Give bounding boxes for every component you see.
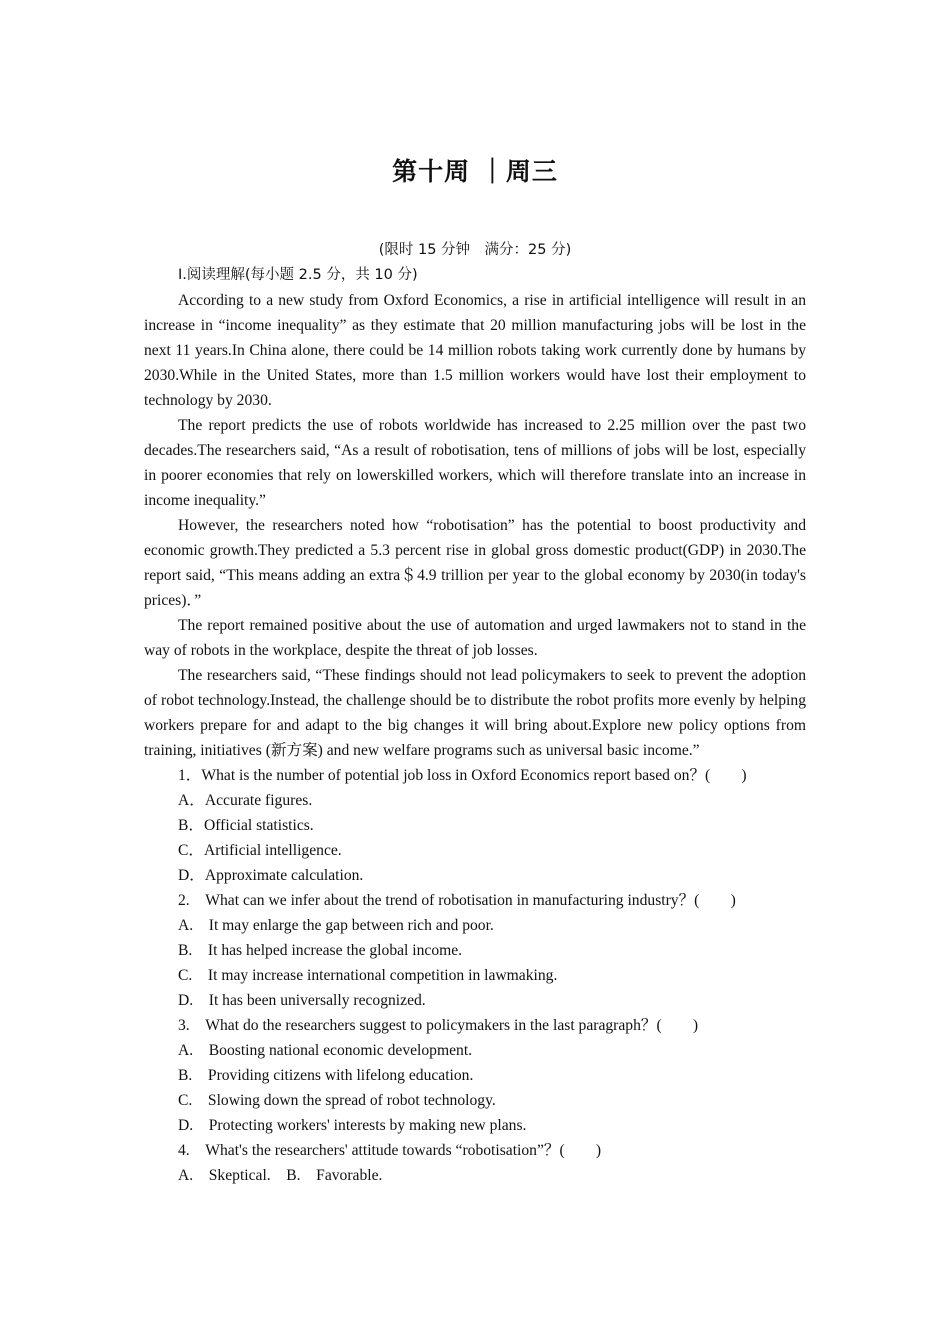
answer-option: A．Accurate figures. [178,792,313,809]
answer-option: B．Official statistics. [178,817,314,834]
answer-option: C．Artificial intelligence. [178,842,342,859]
passage-paragraph: However, the researchers noted how “robotisation” has the potential to boost productivity and economic growth.They predicted a 5.3 percent rise in global gross domestic product(GDP) in 2030.The report said, “This means adding an extra＄4.9 trillion per year to the global economy by 2030(in today's prices)．” [144,517,806,609]
passage-paragraph: According to a new study from Oxford Economics, a rise in artificial intelligence will result in an increase in “income inequality” as they estimate that 20 million manufacturing jobs will be lost in the next 11 years.In China alone, there could be 14 million robots taking work currently done by humans by 2030.While in the United States, more than 1.5 million workers would have lost their employment to technology by 2030. [144,292,806,409]
answer-option: D. It has been universally recognized. [178,992,426,1009]
question-stem: 3. What do the researchers suggest to policymakers in the last paragraph？( ) [178,1017,699,1034]
page-title: 第十周 ｜周三 [392,157,558,186]
time-limit-note: (限时 15 分钟 满分：25 分) [378,242,572,258]
question-stem: 4. What's the researchers' attitude towards “robotisation”？( ) [178,1142,602,1159]
passage-paragraph: The researchers said, “These findings should not lead policymakers to seek to prevent the adoption of robot technology.Instead, the challenge should be to distribute the robot profits more evenly by helping workers prepare for and adapt to the big changes it will bring about.Explore new policy options from training, initiatives (新方案) and new welfare programs such as universal basic income.” [144,667,806,759]
answer-option: B. It has helped increase the global income. [178,942,463,959]
passage-paragraph: The report predicts the use of robots worldwide has increased to 2.25 million over the past two decades.The researchers said, “As a result of robotisation, tens of millions of jobs will be lost, especially in poorer economies that rely on lowerskilled workers, which will therefore translate into an increase in income inequality.” [144,417,806,509]
answer-option: A. Skeptical. B. Favorable. [178,1167,383,1184]
answer-option: B. Providing citizens with lifelong education. [178,1067,474,1084]
answer-option: A. It may enlarge the gap between rich and poor. [178,917,494,934]
section-heading: Ⅰ.阅读理解(每小题 2.5 分，共 10 分) [178,267,418,283]
answer-option: C. It may increase international competition in lawmaking. [178,967,558,984]
answer-option: D. Protecting workers' interests by making new plans. [178,1117,527,1134]
answer-option: A. Boosting national economic development. [178,1042,473,1059]
document-body [144,238,806,1188]
question-stem: 1．What is the number of potential job loss in Oxford Economics report based on？( ) [178,767,747,784]
answer-option: D．Approximate calculation. [178,867,364,884]
passage-paragraph: The report remained positive about the use of automation and urged lawmakers not to stand in the way of robots in the workplace, despite the threat of job losses. [144,617,806,659]
question-stem: 2. What can we infer about the trend of robotisation in manufacturing industry？( ) [178,892,736,909]
answer-option: C. Slowing down the spread of robot technology. [178,1092,496,1109]
